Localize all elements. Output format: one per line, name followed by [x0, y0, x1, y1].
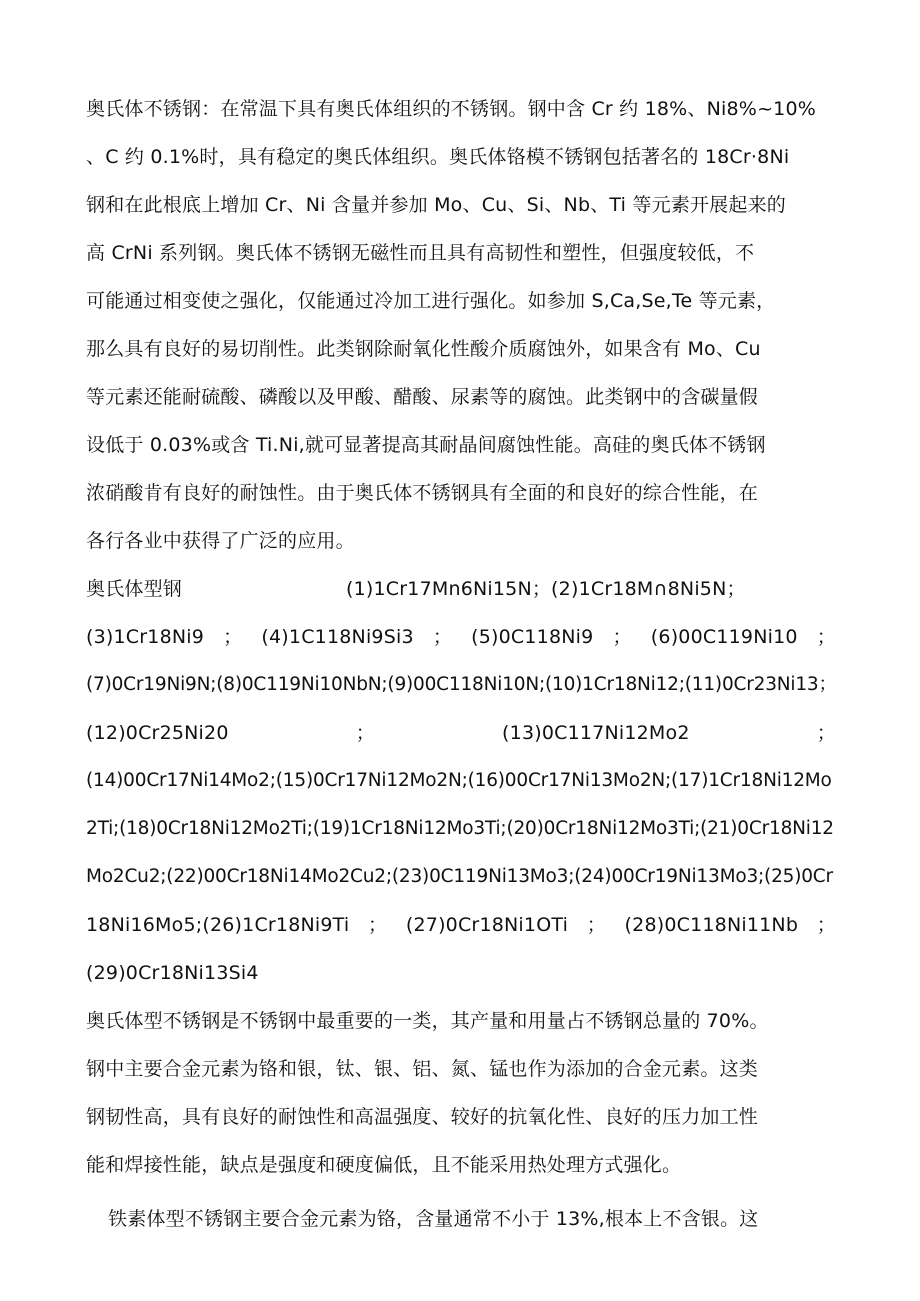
grade-item: (4)1C118Ni9Si3 — [261, 626, 414, 648]
grade-separator: ； — [816, 914, 836, 936]
paragraph-2-line-3: 钢韧性高，具有良好的耐蚀性和高温强度、较好的抗氧化性、良好的压力加工性 — [86, 1106, 759, 1128]
paragraph-2-line-1: 奥氏体型不锈钢是不锈钢中最重要的一类，其产量和用量占不锈钢总量的 70%。 — [86, 1010, 769, 1032]
grade-separator: ； — [816, 722, 836, 744]
grade-item: (3)1Cr18Ni9 — [86, 626, 205, 648]
grade-item: (6)00C119Ni10 — [650, 626, 798, 648]
grades-line-9: (29)0Cr18Ni13Si4 — [86, 962, 259, 984]
grade-separator: ； — [432, 626, 453, 648]
grade-item: (27)0Cr18Ni1OTi — [405, 914, 569, 936]
grade-item: (13)0C117Ni12Mo2 — [502, 722, 690, 744]
grades-line-7: Mo2Cu2;(22)00Cr18Ni14Mo2Cu2;(23)0C119Ni13Mo3;(24)00Cr19Ni13Mo3;(25)0Cr — [86, 866, 833, 887]
paragraph-1-line-8: 设低于 0.03%或含 Ti.Ni,就可显著提高其耐晶间腐蚀性能。高硅的奥氏体不锈钢 — [86, 434, 766, 456]
paragraph-1-line-10: 各行各业中获得了广泛的应用。 — [86, 530, 355, 552]
grade-item: (12)0Cr25Ni20 — [86, 722, 229, 744]
paragraph-2-line-4: 能和焊接性能，缺点是强度和硬度偏低，且不能采用热处理方式强化。 — [86, 1154, 682, 1176]
grades-line-5: (14)00Cr17Ni14Mo2;(15)0Cr17Ni12Mo2N;(16)00Cr17Ni13Mo2N;(17)1Cr18Ni12Mo — [86, 770, 832, 791]
paragraph-2-line-2: 钢中主要合金元素为铬和银，钛、银、铝、氮、锰也作为添加的合金元素。这类 — [86, 1058, 759, 1080]
grade-separator: ； — [612, 626, 632, 648]
grades-label: 奥氏体型钢 — [86, 578, 183, 600]
paragraph-1-line-4: 高 CrNi 系列钢。奥氏体不锈钢无磁性而且具有高韧性和塑性，但强度较低，不 — [86, 242, 755, 264]
grade-item: (5)0C118Ni9 — [471, 626, 594, 648]
grades-line-1 — [86, 575, 836, 603]
paragraph-1-line-9: 浓硝酸肯有良好的耐蚀性。由于奥氏体不锈钢具有全面的和良好的综合性能，在 — [86, 482, 759, 504]
grade-item: (28)0C118Ni11Nb — [624, 914, 799, 936]
grades-line-3: (7)0Cr19Ni9N;(8)0C119Ni10NbN;(9)00C118Ni10N;(10)1Cr18Ni12;(11)0Cr23Ni13； — [86, 674, 837, 695]
paragraph-1-line-6: 那么具有良好的易切削性。此类钢除耐氧化性酸介质腐蚀外，如果含有 Mo、Cu — [86, 338, 761, 360]
grade-item: 18Ni16Mo5;(26)1Cr18Ni9Ti — [86, 914, 350, 936]
paragraph-1-line-5: 可能通过相变使之强化，仅能通过冷加工进行强化。如参加 S,Ca,Se,Te 等元素， — [86, 290, 776, 312]
paragraph-3-line-1: 铁素体型不锈钢主要合金元素为铬，含量通常不小于 13%,根本上不含银。这 — [108, 1208, 759, 1230]
grades-line-8 — [86, 911, 836, 939]
grade-separator: ； — [368, 914, 388, 936]
grade-separator: ； — [586, 914, 606, 936]
grades-line-4 — [86, 719, 836, 747]
paragraph-1-line-2: 、C 约 0.1%时，具有稳定的奥氏体组织。奥氏体铬模不锈钢包括著名的 18Cr·8Ni — [86, 146, 790, 168]
grades-line-1-items: (1)1Cr17Mn6Ni15N；(2)1Cr18M∩8Ni5N； — [346, 578, 746, 600]
grade-separator: ； — [816, 626, 836, 648]
grade-separator: ； — [223, 626, 243, 648]
grades-line-6: 2Ti;(18)0Cr18Ni12Mo2Ti;(19)1Cr18Ni12Mo3Ti;(20)0Cr18Ni12Mo3Ti;(21)0Cr18Ni12 — [86, 818, 834, 839]
grade-separator: ； — [355, 722, 375, 744]
paragraph-1-line-1: 奥氏体不锈钢：在常温下具有奥氏体组织的不锈钢。钢中含 Cr 约 18%、Ni8%~10% — [86, 98, 817, 120]
paragraph-1-line-3: 钢和在此根底上增加 Cr、Ni 含量并参加 Mo、Cu、Si、Nb、Ti 等元素开展起来的 — [86, 194, 786, 216]
grades-line-2 — [86, 623, 836, 651]
paragraph-1-line-7: 等元素还能耐硫酸、磷酸以及甲酸、醋酸、尿素等的腐蚀。此类钢中的含碳量假 — [86, 386, 759, 408]
